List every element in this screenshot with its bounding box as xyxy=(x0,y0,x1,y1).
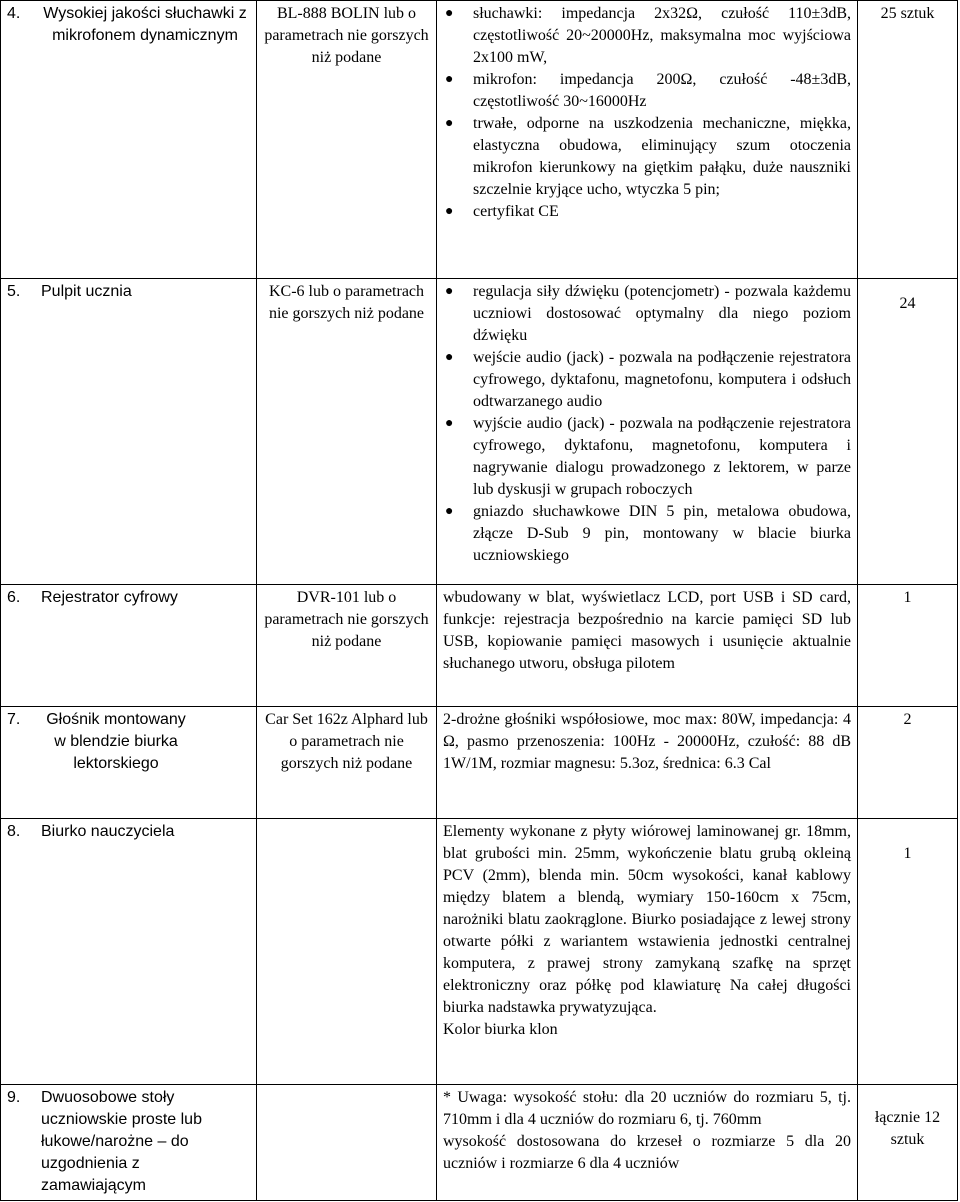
item-description: 2-drożne głośniki współosiowe, moc max: 80W, impedancja: 4 Ω, pasmo przenoszenia: 100Hz - 20000Hz, czułość: 88 dB 1W/1M, rozmiar magnesu: 5.3oz, średnica: 6.3 Cal xyxy=(437,707,858,819)
item-note: * Uwaga: wysokość stołu: dla 20 uczniów do rozmiaru 5, tj. 710mm i dla 4 uczniów do rozmiaru 6, tj. 760mm xyxy=(443,1089,851,1128)
item-number: 8. xyxy=(7,823,21,840)
item-description: wbudowany w blat, wyświetlacz LCD, port USB i SD card, funkcje: rejestracja bezpośrednio na karcie pamięci SD lub USB, kopiowanie pamięci masowych i usunięcie aktualnie słuchanego utworu, obsługa pilotem xyxy=(437,585,858,707)
item-model xyxy=(257,1085,437,1201)
bullet-icon: ● xyxy=(445,504,454,519)
item-number: 9. xyxy=(7,1089,21,1106)
item-quantity: 1 xyxy=(858,819,958,1085)
table-row xyxy=(1,707,958,819)
spec-item: ● regulacja siły dźwięku (potencjometr) - pozwala każdemu uczniowi dostosować optymalny dla niego poziom dźwięku xyxy=(445,283,851,344)
item-quantity: 1 xyxy=(858,585,958,707)
item-model: BL-888 BOLIN lub o parametrach nie gorszych niż podane xyxy=(257,1,437,279)
item-name-cell xyxy=(1,279,257,585)
spec-item: ● certyfikat CE xyxy=(443,201,851,223)
item-name-cell xyxy=(1,1085,257,1201)
item-specs xyxy=(437,279,858,585)
bullet-icon: ● xyxy=(445,72,454,87)
spec-item: ● trwałe, odporne na uszkodzenia mechaniczne, miękka, elastyczna obudowa, eliminujący szum otoczenia mikrofon kierunkowy na giętkim pałąku, duże nauszniki szczelnie kryjące ucho, wtyczka 5 pin; xyxy=(445,115,851,198)
item-specs xyxy=(437,1,858,279)
spec-item: ● gniazdo słuchawkowe DIN 5 pin, metalowa obudowa, złącze D-Sub 9 pin, montowany w blacie biurka uczniowskiego xyxy=(445,503,851,564)
table-row xyxy=(1,1085,958,1201)
item-description-cell xyxy=(437,1085,858,1201)
item-model: Car Set 162z Alphard lub o parametrach nie gorszych niż podane xyxy=(257,707,437,819)
table-row xyxy=(1,279,958,585)
item-name: Dwuosobowe stoły uczniowskie proste lub łukowe/narożne – do uzgodnienia z zamawiającym xyxy=(41,1089,202,1194)
item-quantity: 25 sztuk xyxy=(858,1,958,279)
item-description: wysokość dostosowana do krzeseł o rozmiarze 5 dla 20 uczniów i rozmiarze 6 dla 4 uczniów xyxy=(443,1133,851,1172)
item-number: 6. xyxy=(7,589,21,606)
item-name: Biurko nauczyciela xyxy=(41,823,175,840)
item-number: 5. xyxy=(7,283,21,300)
table-row xyxy=(1,819,958,1085)
item-model: KC-6 lub o parametrach nie gorszych niż podane xyxy=(257,279,437,585)
item-name: Rejestrator cyfrowy xyxy=(41,589,178,606)
table-row xyxy=(1,585,958,707)
bullet-icon: ● xyxy=(445,204,454,219)
item-number: 4. xyxy=(7,5,21,22)
item-name-cell xyxy=(1,819,257,1085)
bullet-icon: ● xyxy=(445,6,454,21)
item-name: Głośnik montowany w blendzie biurka lektorskiego xyxy=(46,711,186,772)
spec-item: ● mikrofon: impedancja 200Ω, czułość -48±3dB, częstotliwość 30~16000Hz xyxy=(445,71,851,110)
spec-item: ● wejście audio (jack) - pozwala na podłączenie rejestratora cyfrowego, dyktafonu, magnetofonu, komputera i odsłuch odtwarzanego audio xyxy=(445,349,851,410)
item-description-cell xyxy=(437,819,858,1085)
bullet-icon: ● xyxy=(445,350,454,365)
item-quantity: 2 xyxy=(858,707,958,819)
item-name: Wysokiej jakości słuchawki z mikrofonem dynamicznym xyxy=(43,5,247,44)
item-name: Pulpit ucznia xyxy=(41,283,132,300)
item-model xyxy=(257,819,437,1085)
bullet-icon: ● xyxy=(445,116,454,131)
bullet-icon: ● xyxy=(445,284,454,299)
item-quantity: łącznie 12 sztuk xyxy=(858,1085,958,1201)
item-name-cell xyxy=(1,585,257,707)
item-model: DVR-101 lub o parametrach nie gorszych niż podane xyxy=(257,585,437,707)
spec-item: ● słuchawki: impedancja 2x32Ω, czułość 110±3dB, częstotliwość 20~20000Hz, maksymalna moc wyjściowa 2x100 mW, xyxy=(445,5,851,66)
table-row xyxy=(1,1,958,279)
item-description: Elementy wykonane z płyty wiórowej laminowanej gr. 18mm, blat grubości min. 25mm, wykończenie blatu grubą okleiną PCV (2mm), blenda min. 50cm wysokości, kanał kablowy między blatem a blendą, wymiary 150-160cm x 75cm, narożniki blatu zaokrąglone. Biurko posiadające z lewej strony otwarte półki z wariantem wstawienia jednostki centralnej komputera, z prawej strony zamykaną szafkę na sprzęt elektroniczny oraz półkę pod klawiaturę Na całej długości biurka nadstawka prywatyzująca. xyxy=(443,823,851,1016)
item-quantity: 24 xyxy=(858,279,958,585)
spec-item: ● wyjście audio (jack) - pozwala na podłączenie rejestratora cyfrowego, dyktafonu, magnetofonu, komputera i nagrywanie dialogu prowadzonego z lektorem, w parze lub dyskusji w grupach roboczych xyxy=(445,415,851,498)
bullet-icon: ● xyxy=(445,416,454,431)
item-name-cell xyxy=(1,707,257,819)
item-number: 7. xyxy=(7,711,21,728)
item-color: Kolor biurka klon xyxy=(443,1021,558,1038)
item-name-cell xyxy=(1,1,257,279)
